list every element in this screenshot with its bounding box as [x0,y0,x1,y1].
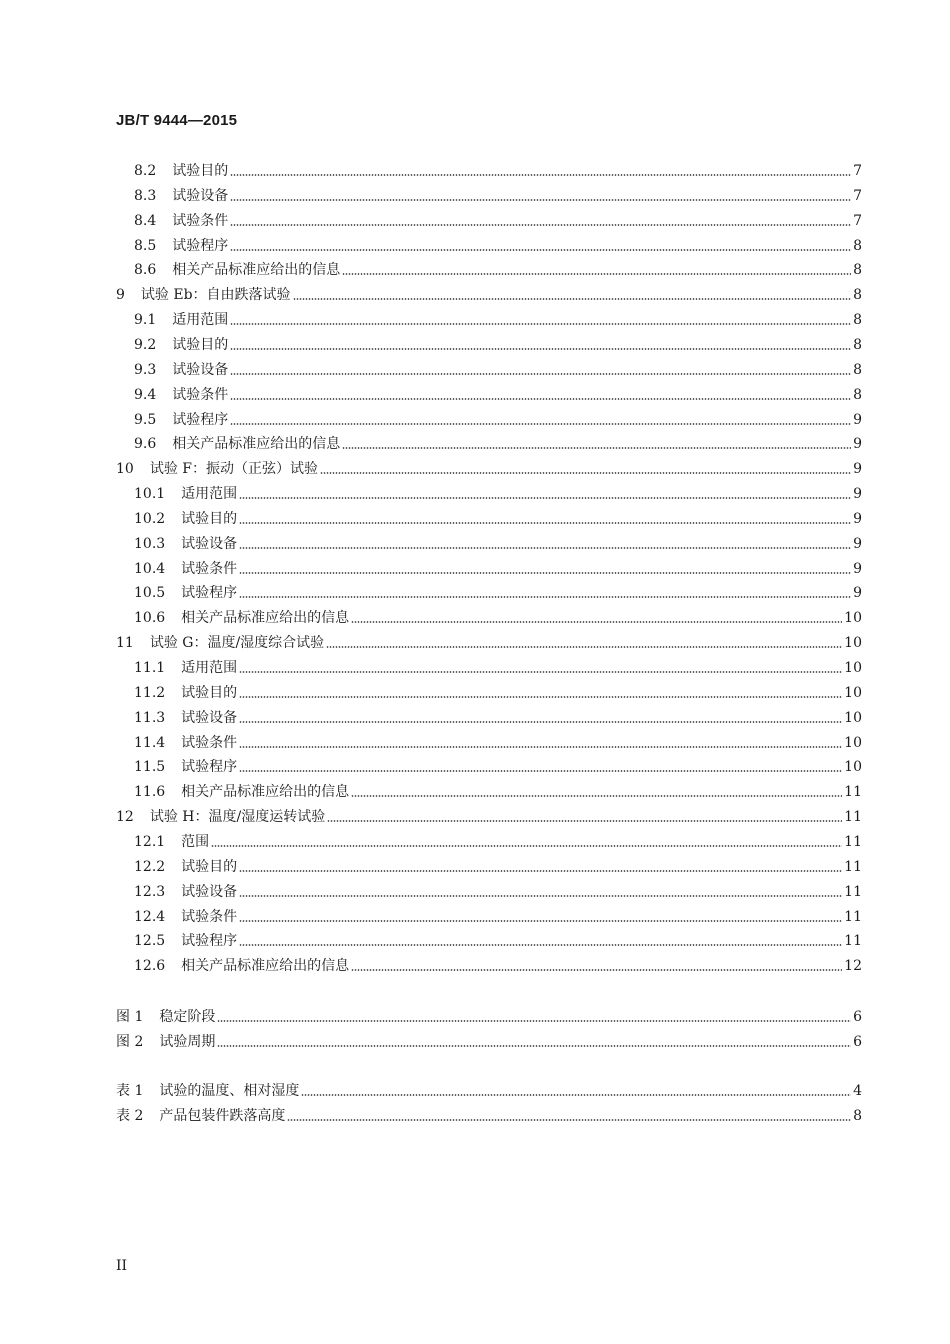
dot-leader [351,969,842,971]
toc-entry-page: 11 [844,784,862,801]
toc-entry-number: 12.6 [134,958,166,975]
toc-entry-title: 试验目的 [181,858,238,875]
toc-entry-page: 9 [853,461,862,478]
toc-entry-title: 试验 Eb：自由跌落试验 [140,287,291,304]
toc-entry-number: 8.5 [134,237,157,254]
toc-entry-number: 11.4 [134,734,166,751]
toc-entry-title: 相关产品标准应给出的信息 [181,610,350,627]
toc-entry-number: 9 [116,287,125,304]
toc-entry-page: 8 [853,262,862,279]
dot-leader [239,522,851,524]
toc-entry-page: 9 [853,585,862,602]
toc-entry-number: 9.2 [134,336,157,353]
toc-entry-page: 10 [844,709,862,726]
toc-entry-title: 范围 [181,833,210,850]
toc-section-entry[interactable] [134,210,862,230]
toc-entry-page: 8 [853,287,862,304]
toc-section-entry[interactable] [134,707,862,727]
toc-entry-page: 9 [853,510,862,527]
toc-entry-title: 相关产品标准应给出的信息 [181,784,350,801]
toc-section-entry[interactable] [134,732,862,752]
dot-leader [239,696,842,698]
toc-section-entry[interactable] [134,533,862,553]
dot-leader [230,249,851,251]
dot-leader [239,920,842,922]
toc-section-entry[interactable] [134,906,862,926]
toc-entry-title: 试验设备 [181,709,238,726]
toc-entry-page: 9 [853,436,862,453]
toc-entry-number: 图 1 [116,1009,144,1025]
toc-entry-title: 试验条件 [172,212,229,229]
toc-entry-title: 试验目的 [181,684,238,701]
toc-figure-entry[interactable] [116,1031,862,1051]
toc-entry-title: 试验程序 [181,933,238,950]
standard-code-header: JB/T 9444—2015 [116,112,238,129]
toc-section-entry[interactable] [134,384,862,404]
toc-entry-number: 8.3 [134,187,157,204]
toc-entry-title: 试验目的 [181,510,238,527]
toc-entry-title: 试验程序 [172,411,229,428]
toc-entry-number: 11.5 [134,759,166,776]
dot-leader [239,770,842,772]
toc-entry-page: 10 [844,660,862,676]
toc-table-entry[interactable] [116,1080,862,1100]
toc-entry-title: 试验设备 [181,535,238,552]
toc-entry-title: 试验条件 [181,908,238,925]
toc-section-entry[interactable] [134,309,862,329]
toc-entry-page: 6 [853,1034,862,1050]
dot-leader [239,572,851,574]
toc-entry-title: 试验目的 [172,336,229,353]
toc-entry-title: 稳定阶段 [159,1009,216,1025]
toc-entry-page: 11 [844,883,862,900]
toc-figure-entry[interactable] [116,1006,862,1026]
dot-leader [230,423,851,425]
toc-entry-page: 7 [853,163,862,179]
toc-entry-number: 表 1 [116,1083,144,1099]
dot-leader [239,944,842,946]
toc-entry-number: 表 2 [116,1108,144,1124]
toc-entry-page: 8 [853,361,862,378]
dot-leader [342,273,851,275]
toc-entry-title: 相关产品标准应给出的信息 [181,958,350,975]
toc-section-entry[interactable] [134,682,862,702]
toc-entry-number: 10.4 [134,560,166,577]
toc-entry-title: 试验的温度、相对湿度 [159,1083,300,1099]
toc-section-entry[interactable] [134,955,862,975]
dot-leader [230,348,851,350]
toc-entry-page: 11 [844,933,862,950]
toc-entry-page: 6 [853,1009,862,1025]
toc-section-entry[interactable] [134,582,862,602]
toc-entry-title: 试验程序 [181,759,238,776]
toc-entry-number: 11.1 [134,660,166,676]
toc-entry-page: 11 [844,833,862,850]
toc-entry-title: 相关产品标准应给出的信息 [172,262,341,279]
dot-leader [327,820,842,822]
toc-section-entry[interactable] [134,359,862,379]
dot-leader [230,199,851,201]
toc-entry-number: 11.3 [134,709,166,726]
toc-entry-title: 试验设备 [181,883,238,900]
toc-entry-page: 10 [844,734,862,751]
dot-leader [239,895,842,897]
toc-entry-page: 7 [853,187,862,204]
toc-entry-number: 12.4 [134,908,166,925]
toc-entry-number: 9.1 [134,312,157,329]
toc-section-entry[interactable] [134,433,862,453]
toc-entry-title: 试验 H：温度/湿度运转试验 [149,809,326,826]
dot-leader [239,671,842,673]
toc-section-entry[interactable] [134,259,862,279]
toc-section-entry[interactable] [134,160,862,180]
toc-entry-title: 试验 F：振动（正弦）试验 [149,461,318,478]
dot-leader [217,1020,851,1022]
toc-entry-page: 10 [844,684,862,701]
dot-leader [211,845,842,847]
toc-entry-number: 10.5 [134,585,166,602]
toc-entry-number: 11.2 [134,684,166,701]
dot-leader [326,646,842,648]
toc-entry-title: 适用范围 [172,312,229,329]
toc-entry-title: 试验 G：温度/湿度综合试验 [149,635,325,652]
toc-section-entry[interactable] [134,483,862,503]
toc-entry-number: 8.2 [134,163,157,179]
dot-leader [239,596,851,598]
toc-entry-title: 试验程序 [172,237,229,254]
toc-entry-number: 10.2 [134,510,166,527]
toc-entry-title: 试验周期 [159,1034,216,1050]
toc-entry-number: 11 [116,635,134,652]
toc-entry-page: 9 [853,560,862,577]
dot-leader [230,323,851,325]
toc-section-entry[interactable] [134,558,862,578]
dot-leader [239,547,851,549]
toc-entry-number: 12.2 [134,858,166,875]
toc-entry-page: 9 [853,535,862,552]
toc-entry-number: 9.4 [134,386,157,403]
dot-leader [230,373,851,375]
toc-entry-page: 8 [853,386,862,403]
dot-leader [239,870,842,872]
toc-entry-page: 7 [853,212,862,229]
toc-entry-number: 10.1 [134,486,166,503]
toc-entry-page: 10 [844,759,862,776]
toc-section-entry[interactable] [134,235,862,255]
toc-entry-number: 8.6 [134,262,157,279]
toc-chapter-entry[interactable] [116,458,862,478]
toc-entry-page: 8 [853,336,862,353]
toc-entry-title: 适用范围 [181,660,238,676]
toc-entry-title: 试验设备 [172,361,229,378]
toc-entry-page: 9 [853,486,862,503]
toc-entry-number: 10.6 [134,610,166,627]
toc-entry-number: 9.6 [134,436,157,453]
dot-leader [301,1094,851,1096]
dot-leader [239,497,851,499]
dot-leader [351,621,842,623]
toc-entry-title: 试验程序 [181,585,238,602]
toc-entry-title: 相关产品标准应给出的信息 [172,436,341,453]
dot-leader [239,721,842,723]
dot-leader [342,447,851,449]
toc-entry-page: 8 [853,237,862,254]
dot-leader [320,472,851,474]
toc-entry-number: 10.3 [134,535,166,552]
toc-section-entry[interactable] [134,856,862,876]
toc-entry-number: 12 [116,809,134,826]
toc-entry-page: 10 [844,635,862,652]
page-number: II [116,1258,128,1274]
toc-section-entry[interactable] [134,781,862,801]
toc-chapter-entry[interactable] [116,632,862,652]
toc-entry-title: 试验条件 [172,386,229,403]
toc-entry-title: 试验条件 [181,560,238,577]
dot-leader [293,298,852,300]
toc-chapter-entry[interactable] [116,284,862,304]
dot-leader [230,224,851,226]
toc-entry-number: 9.5 [134,411,157,428]
toc-section-entry[interactable] [134,508,862,528]
toc-entry-number: 图 2 [116,1034,144,1050]
toc-entry-title: 适用范围 [181,486,238,503]
toc-entry-number: 12.5 [134,933,166,950]
toc-section-entry[interactable] [134,756,862,776]
toc-entry-page: 8 [853,312,862,329]
toc-entry-title: 试验目的 [172,163,229,179]
toc-section-entry[interactable] [134,881,862,901]
toc-section-entry[interactable] [134,831,862,851]
toc-entry-page: 11 [844,908,862,925]
dot-leader [230,398,851,400]
toc-entry-page: 11 [844,858,862,875]
toc-entry-title: 试验设备 [172,187,229,204]
toc-section-entry[interactable] [134,657,862,677]
dot-leader [217,1045,851,1047]
toc-entry-number: 11.6 [134,784,166,801]
toc-section-entry[interactable] [134,185,862,205]
toc-entry-title: 产品包装件跌落高度 [159,1108,286,1124]
toc-entry-number: 10 [116,461,134,478]
toc-entry-number: 12.1 [134,833,166,850]
toc-entry-page: 8 [853,1108,862,1124]
toc-entry-number: 12.3 [134,883,166,900]
toc-entry-title: 试验条件 [181,734,238,751]
dot-leader [287,1119,851,1121]
toc-section-entry[interactable] [134,409,862,429]
toc-entry-number: 8.4 [134,212,157,229]
toc-section-entry[interactable] [134,930,862,950]
toc-section-entry[interactable] [134,607,862,627]
toc-entry-page: 11 [844,809,862,826]
toc-section-entry[interactable] [134,334,862,354]
toc-table-entry[interactable] [116,1105,862,1125]
toc-entry-page: 10 [844,610,862,627]
dot-leader [239,746,842,748]
dot-leader [230,174,851,176]
toc-entry-page: 12 [844,958,862,975]
toc-entry-number: 9.3 [134,361,157,378]
toc-chapter-entry[interactable] [116,806,862,826]
dot-leader [351,795,842,797]
toc-entry-page: 9 [853,411,862,428]
toc-entry-page: 4 [853,1083,862,1099]
